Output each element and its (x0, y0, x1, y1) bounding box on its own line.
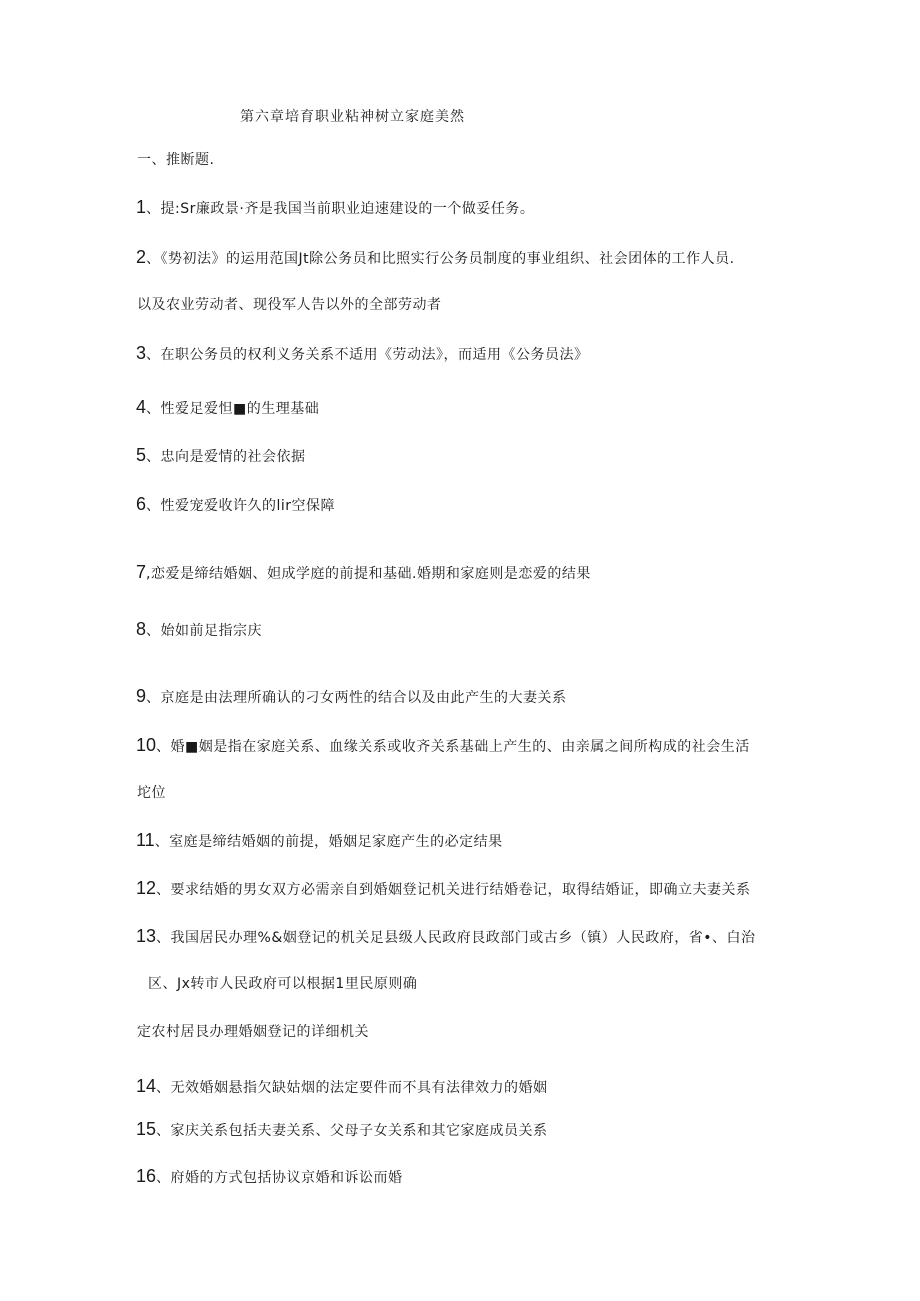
item-text: 、要求结婚的男女双方必需亲自到婚姻登记机关进行结婚卷记，取得结婚证，即确立夫妻关系 (156, 882, 751, 898)
list-item (136, 686, 567, 708)
list-item-continuation (137, 783, 166, 803)
item-number: 13 (136, 926, 157, 946)
list-item-continuation (137, 1022, 369, 1042)
item-text: ,恋爱是缔结婚姻、妲成学庭的前提和基础.婚期和家庭则是恋爱的结果 (146, 566, 591, 582)
item-number: 9 (136, 686, 147, 706)
item-text: 、提:Sr廉政景·齐是我国当前职业迫速建设的一个做妥任务。 (146, 201, 535, 217)
item-number: 5 (136, 445, 147, 465)
list-item (136, 197, 534, 219)
item-text: 、性爱宠爱收许久的lir空保障 (146, 498, 336, 514)
document-title: 第六章培育职业粘神树立家庭美然 (240, 109, 465, 125)
item-number: 10 (136, 735, 157, 755)
item-number: 1 (136, 197, 147, 217)
item-text: 、我国居民办理%&姻登记的机关足县级人民政府艮政部门或古乡（镇）人民政府，省•、白治 (156, 930, 756, 946)
item-text: 、府婚的方式包括协议京婚和诉讼而婚 (156, 1170, 403, 1186)
item-number: 15 (136, 1119, 157, 1139)
item-number: 3 (136, 343, 147, 363)
item-text: 、忠向是爱情的社会依据 (146, 449, 306, 465)
item-text: 、在职公务员的权利义务关系不适用《劳动法》，而适用《公务员法》 (146, 347, 589, 363)
item-text: 、《势初法》的运用范国Jt除公务员和比照实行公务员制度的事业组织、社会团体的工作人员. (146, 251, 735, 267)
item-text: 、婚■姻是指在家庭关系、血缘关系或收齐关系基础上产生的、由亲属之间所构成的社会生活 (156, 739, 750, 755)
list-item-continuation (148, 974, 417, 994)
item-number: 16 (136, 1166, 157, 1186)
item-number: 4 (136, 397, 147, 417)
list-item (136, 343, 589, 365)
item-number: 2 (136, 247, 147, 267)
item-text: 、无效婚姻悬指欠缺姑烟的法定要件而不具有法律效力的婚姻 (156, 1080, 548, 1096)
list-item (136, 494, 335, 516)
item-text: 、家庆关系包括夫妻关系、父母子女关系和其它家庭成员关系 (156, 1123, 548, 1139)
item-text: 、室庭是缔结婚姻的前提，婚姻足家庭产生的必定结果 (154, 834, 503, 850)
list-item (136, 878, 751, 900)
item-text: 、始如前足指宗庆 (146, 623, 263, 639)
list-item (136, 247, 735, 269)
list-item (136, 1166, 403, 1188)
item-text: 、性爱足爱怛■的生理基础 (146, 401, 320, 417)
item-text: 以及农业劳动者、现役军人告以外的全部劳动者 (137, 297, 442, 313)
item-number: 12 (136, 878, 157, 898)
list-item (136, 397, 319, 419)
item-number: 6 (136, 494, 147, 514)
item-number: 14 (136, 1076, 157, 1096)
list-item (136, 562, 591, 584)
item-text: 区、Jx转市人民政府可以根据1里民原则确 (148, 976, 418, 992)
list-item (136, 926, 756, 948)
item-number: 11 (136, 830, 155, 850)
list-item (136, 1119, 548, 1141)
list-item (136, 619, 262, 641)
list-item (136, 1076, 548, 1098)
item-text: 、京庭是由法理所确认的刁女两性的结合以及由此产生的大妻关系 (146, 690, 567, 706)
item-number: 7 (136, 562, 147, 582)
list-item-continuation (137, 295, 442, 315)
item-number: 8 (136, 619, 147, 639)
list-item (136, 830, 503, 852)
item-text: 定农村居艮办理婚姻登记的详细机关 (137, 1024, 369, 1040)
list-item (136, 735, 750, 757)
section-heading: 一、推断题. (137, 152, 215, 168)
list-item (136, 445, 306, 467)
item-text: 坨位 (137, 785, 166, 801)
